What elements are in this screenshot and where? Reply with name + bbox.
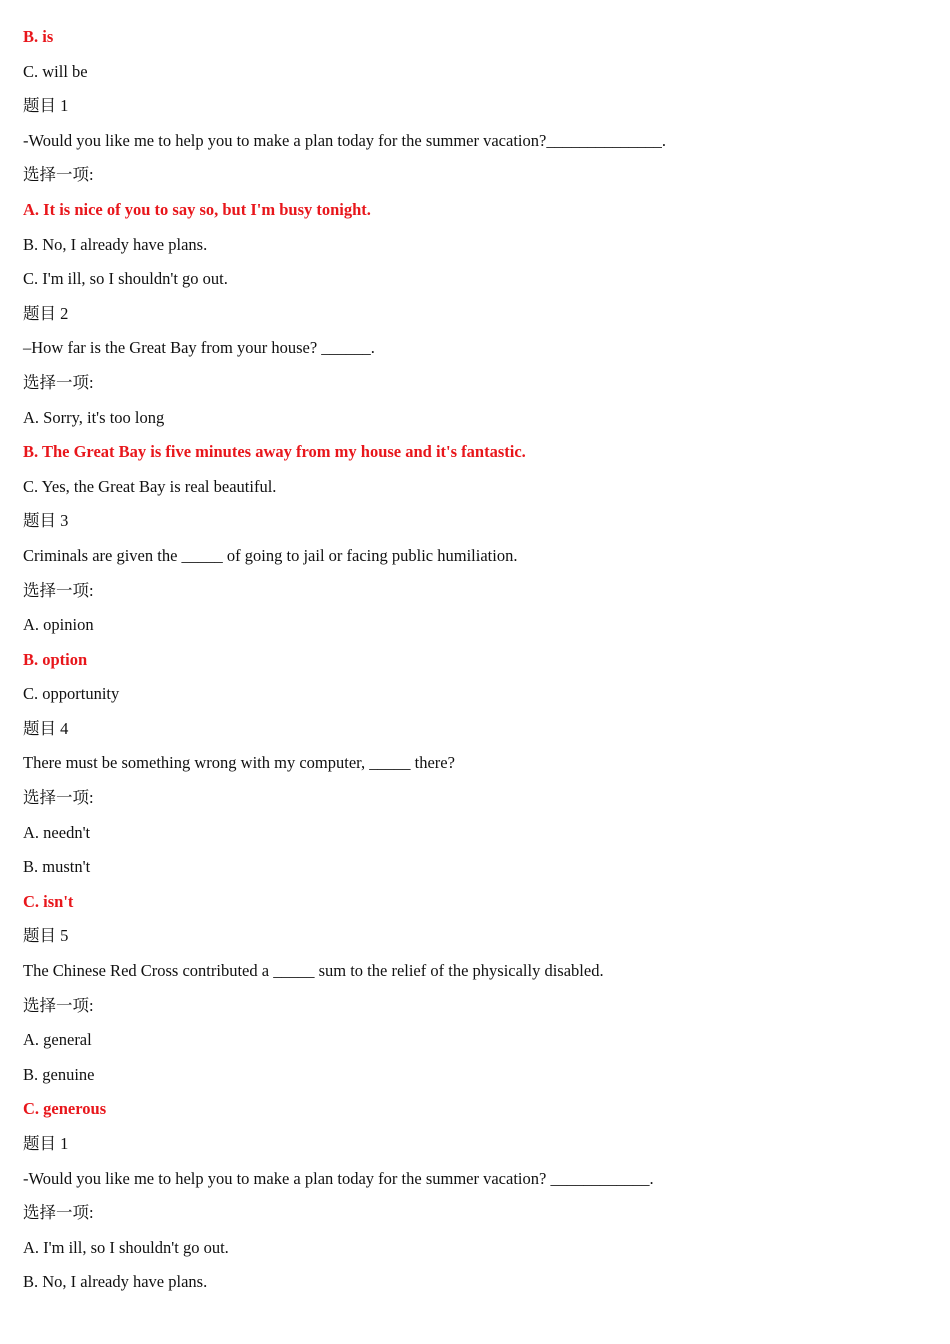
option: A. Sorry, it's too long [23,407,165,427]
option: A. I'm ill, so I shouldn't go out. [23,1237,229,1257]
correct-answer: B. is [23,27,54,46]
prompt: 选择一项: [23,372,94,392]
correct-answer: C. generous [23,1099,107,1119]
question: –How far is the Great Bay from your house? ______. [23,338,375,358]
option: C. Yes, the Great Bay is real beautiful. [23,476,277,496]
question: There must be something wrong with my computer, _____ there? [23,753,455,773]
correct-answer: C. isn't [23,891,74,911]
question: -Would you like me to help you to make a plan today for the summer vacation? ____________. [23,1168,654,1188]
option: A. general [23,1030,92,1050]
prompt: 选择一项: [23,165,94,185]
option: C. opportunity [23,684,120,704]
option: B. No, I already have plans. [23,234,208,254]
prompt: 选择一项: [23,1203,94,1223]
option: A. opinion [23,615,94,635]
option: C. will be [23,61,88,81]
correct-answer: B. option [23,649,88,669]
question-number: 题目 1 [23,96,69,116]
correct-answer: A. It is nice of you to say so, but I'm busy tonight. [23,199,371,219]
question: Criminals are given the _____ of going to jail or facing public humiliation. [23,545,518,565]
question-number: 题目 5 [23,926,69,946]
prompt: 选择一项: [23,580,94,600]
correct-answer: B. The Great Bay is five minutes away from my house and it's fantastic. [23,442,526,462]
option: C. I'm ill, so I shouldn't go out. [23,269,228,289]
question-number: 题目 3 [23,511,69,531]
option: B. mustn't [23,857,91,877]
question: -Would you like me to help you to make a plan today for the summer vacation?______________. [23,130,666,150]
prompt: 选择一项: [23,788,94,808]
quiz-content [23,25,930,1305]
question-number: 题目 4 [23,718,69,738]
question-number: 题目 2 [23,303,69,323]
question: The Chinese Red Cross contributed a _____ sum to the relief of the physically disabled. [23,961,604,981]
option: B. No, I already have plans. [23,1272,208,1292]
question-number: 题目 1 [23,1134,69,1153]
option: A. needn't [23,822,91,842]
prompt: 选择一项: [23,995,94,1015]
option: B. genuine [23,1064,95,1084]
